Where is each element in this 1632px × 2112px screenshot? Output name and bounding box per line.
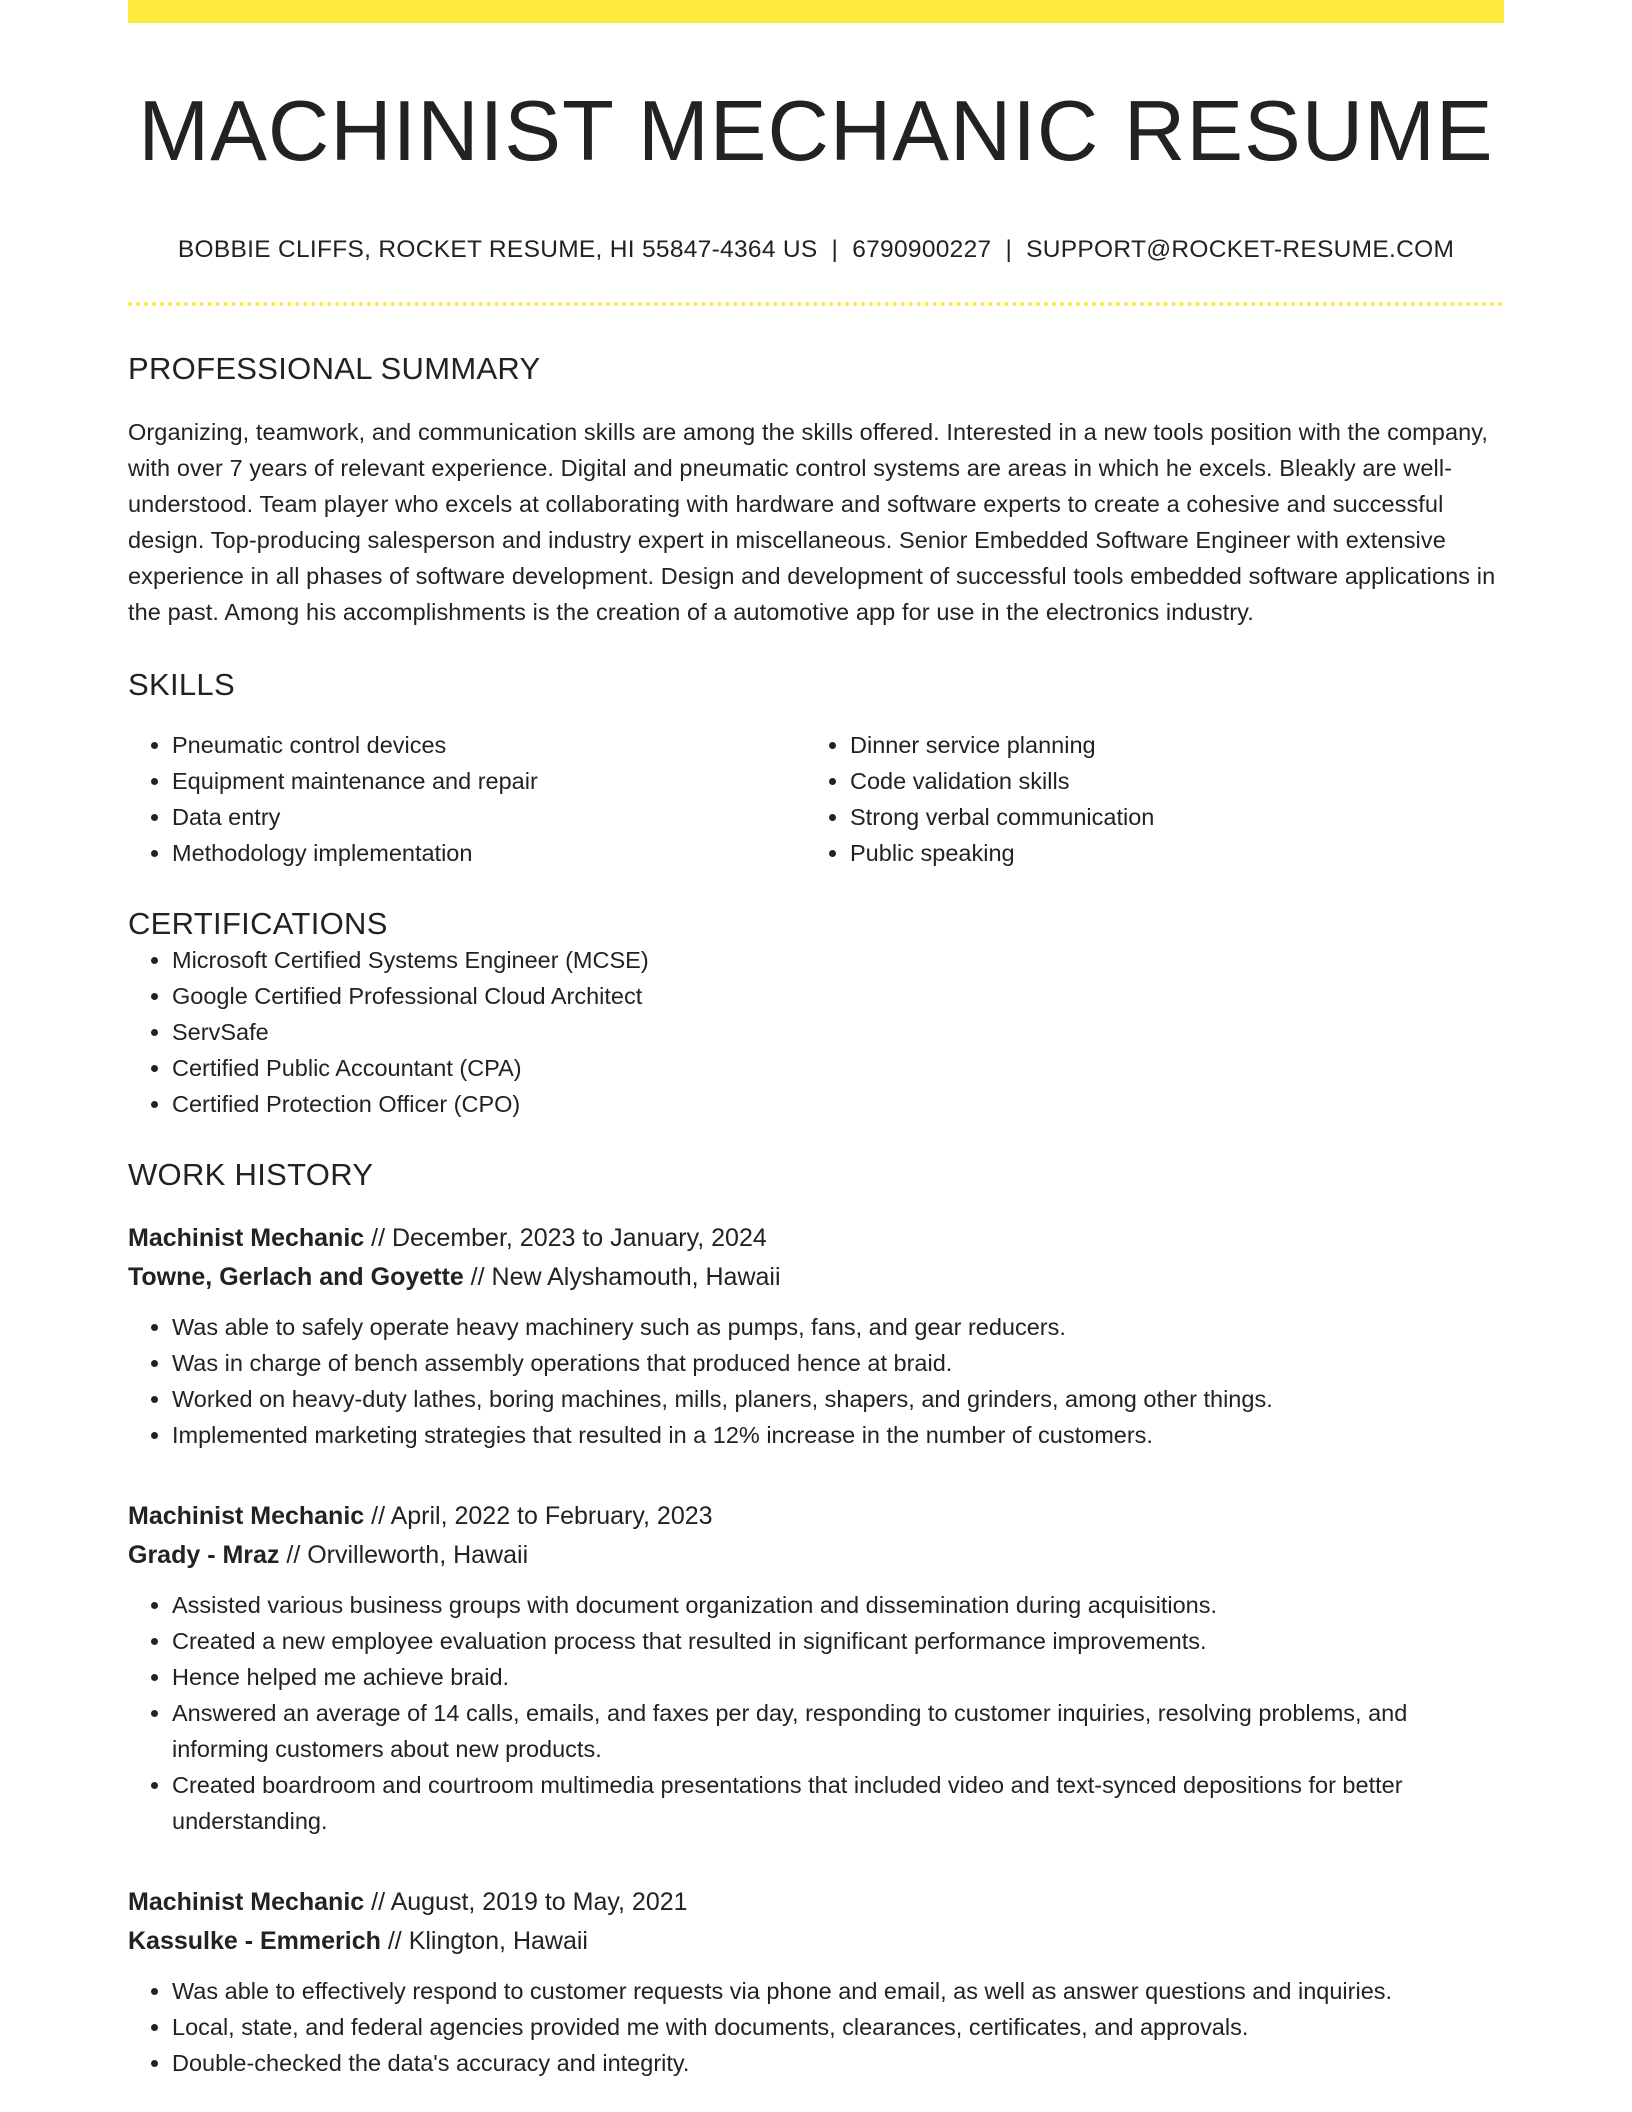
certification-item: • Certified Protection Officer (CPO) xyxy=(172,1086,1504,1122)
job-entry xyxy=(128,1219,1504,1453)
job-title-line xyxy=(128,1219,1504,1258)
skills-list-right xyxy=(806,727,1484,871)
skills-list-left xyxy=(128,727,806,871)
certification-item: • Google Certified Professional Cloud Architect xyxy=(172,978,1504,1014)
job-dates: December, 2023 to January, 2024 xyxy=(391,1224,767,1253)
summary-heading: PROFESSIONAL SUMMARY xyxy=(128,351,541,387)
job-location: Orvilleworth, Hawaii xyxy=(307,1541,529,1570)
job-connector: // xyxy=(279,1541,308,1570)
job-bullet: • Was able to safely operate heavy machinery such as pumps, fans, and gear reducers. xyxy=(172,1309,1504,1345)
skills-column-right xyxy=(806,727,1484,871)
job-bullets xyxy=(128,1973,1504,2081)
skill-item: • Pneumatic control devices xyxy=(172,727,806,763)
job-company-line xyxy=(128,1922,1504,1961)
certifications-list xyxy=(128,942,1504,1122)
skill-item: • Methodology implementation xyxy=(172,835,806,871)
job-bullet: • Created boardroom and courtroom multimedia presentations that included video and text-synced depositions for better understanding. xyxy=(172,1767,1504,1839)
job-dates: August, 2019 to May, 2021 xyxy=(390,1888,688,1917)
job-bullet: • Was able to effectively respond to customer requests via phone and email, as well as answer questions and inquiries. xyxy=(172,1973,1504,2009)
certification-item: • ServSafe xyxy=(172,1014,1504,1050)
job-location: New Alyshamouth, Hawaii xyxy=(491,1263,781,1292)
contact-address: BOBBIE CLIFFS, ROCKET RESUME, HI 55847-4364 US xyxy=(177,236,818,263)
job-bullet: • Assisted various business groups with document organization and dissemination during acquisitions. xyxy=(172,1587,1504,1623)
certification-item: • Certified Public Accountant (CPA) xyxy=(172,1050,1504,1086)
job-company-line xyxy=(128,1536,1504,1575)
contact-line xyxy=(128,235,1504,264)
skill-item: • Code validation skills xyxy=(850,763,1484,799)
job-bullet: • Double-checked the data's accuracy and integrity. xyxy=(172,2045,1504,2081)
skill-item: • Dinner service planning xyxy=(850,727,1484,763)
job-location: Klington, Hawaii xyxy=(408,1927,588,1956)
job-bullet: • Implemented marketing strategies that resulted in a 12% increase in the number of customers. xyxy=(172,1417,1504,1453)
skills-column-left xyxy=(128,727,806,871)
job-dates: April, 2022 to February, 2023 xyxy=(390,1502,713,1531)
resume-title: MACHINIST MECHANIC RESUME xyxy=(138,84,1494,179)
job-title-line xyxy=(128,1497,1504,1536)
job-title: Machinist Mechanic xyxy=(128,1502,365,1531)
job-company-line xyxy=(128,1258,1504,1297)
job-bullet: • Local, state, and federal agencies provided me with documents, clearances, certificates, and approvals. xyxy=(172,2009,1504,2045)
certifications-heading: CERTIFICATIONS xyxy=(128,905,388,941)
skills-grid xyxy=(128,727,1504,871)
job-connector: // xyxy=(380,1927,409,1956)
job-connector: // xyxy=(364,1888,391,1917)
job-bullets xyxy=(128,1587,1504,1839)
work-history-heading: WORK HISTORY xyxy=(128,1156,374,1192)
skill-item: • Strong verbal communication xyxy=(850,799,1484,835)
contact-separator: | xyxy=(1005,236,1013,263)
top-accent-bar xyxy=(128,0,1504,23)
job-title: Machinist Mechanic xyxy=(128,1224,365,1253)
header-divider xyxy=(128,302,1504,306)
contact-phone: 6790900227 xyxy=(852,236,992,263)
job-company: Kassulke - Emmerich xyxy=(128,1927,381,1956)
job-bullet: • Answered an average of 14 calls, emails, and faxes per day, responding to customer inquiries, resolving problems, and informing customers about new products. xyxy=(172,1695,1504,1767)
job-title-line xyxy=(128,1883,1504,1922)
contact-separator: | xyxy=(831,236,839,263)
job-connector: // xyxy=(364,1224,392,1253)
resume-page xyxy=(128,0,1504,2081)
job-title: Machinist Mechanic xyxy=(128,1888,365,1917)
job-connector: // xyxy=(364,1502,391,1531)
job-bullet: • Worked on heavy-duty lathes, boring machines, mills, planers, shapers, and grinders, among other things. xyxy=(172,1381,1504,1417)
skill-item: • Public speaking xyxy=(850,835,1484,871)
summary-text: Organizing, teamwork, and communication skills are among the skills offered. Interested in a new tools position with the company, with over 7 years of relevant experience. Digital and pneumatic control systems are areas in which he excels. Bleakly are well-understood. Team player who excels at collaborating with hardware and software experts to create a cohesive and successful design. Top-producing salesperson and industry expert in miscellaneous. Senior Embedded Software Engineer with extensive experience in all phases of software development. Design and development of successful tools embedded software applications in the past. Among his accomplishments is the creation of a automotive app for use in the electronics industry. xyxy=(128,418,1496,625)
job-company: Grady - Mraz xyxy=(128,1541,280,1570)
job-bullet: • Hence helped me achieve braid. xyxy=(172,1659,1504,1695)
job-entry xyxy=(128,1883,1504,2081)
job-connector: // xyxy=(463,1263,492,1292)
skill-item: • Equipment maintenance and repair xyxy=(172,763,806,799)
job-bullets xyxy=(128,1309,1504,1453)
certification-item: • Microsoft Certified Systems Engineer (MCSE) xyxy=(172,942,1504,978)
job-bullet: • Was in charge of bench assembly operations that produced hence at braid. xyxy=(172,1345,1504,1381)
job-entry xyxy=(128,1497,1504,1839)
job-bullet: • Created a new employee evaluation process that resulted in significant performance improvements. xyxy=(172,1623,1504,1659)
job-company: Towne, Gerlach and Goyette xyxy=(128,1263,464,1292)
skills-heading: SKILLS xyxy=(128,666,235,702)
contact-email: SUPPORT@ROCKET-RESUME.COM xyxy=(1026,236,1455,263)
skill-item: • Data entry xyxy=(172,799,806,835)
